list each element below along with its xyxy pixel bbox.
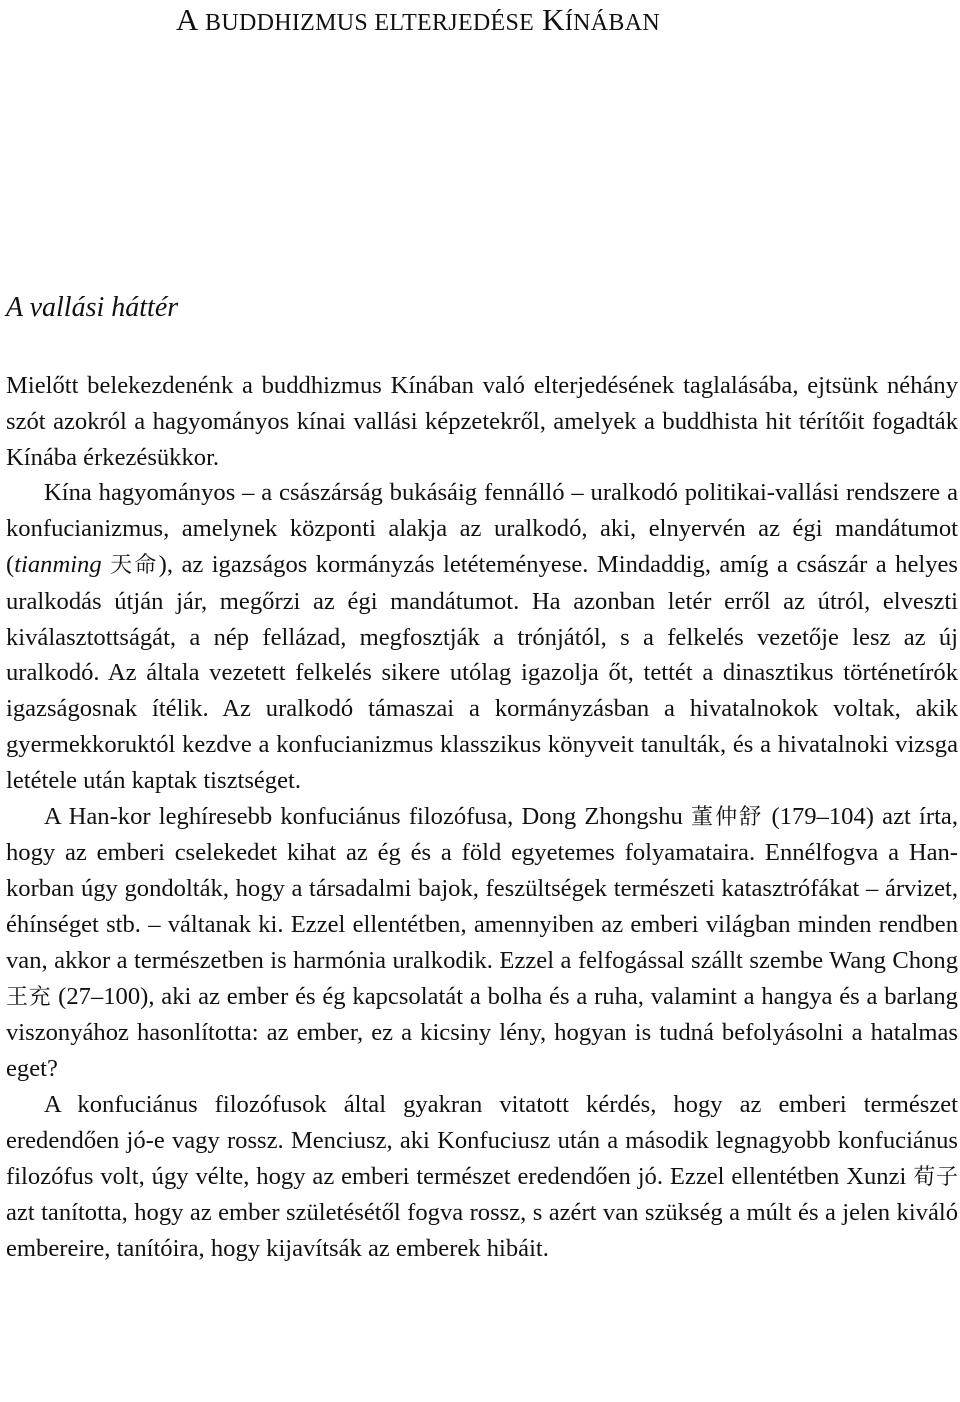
paragraph-3 — [6, 799, 958, 1087]
text-run: Kína hagyományos – a császárság bukásáig fennálló – uralkodó politikai-vallási rendszere a konfucianizmus, amelynek központi alakja az uralkodó, aki, elnyervén az égi mandátumot ( — [6, 479, 958, 578]
chinese-characters: 天命 — [110, 552, 159, 578]
paragraph-2 — [6, 475, 958, 798]
text-run: azt tanította, hogy az ember születésétől fogva rossz, s azért van szükség a múlt és a jelen kiváló embereire, tanítóira, hogy kijavítsák az emberek hibáit. — [6, 1199, 958, 1263]
body-text — [6, 368, 958, 1267]
chinese-characters: 王充 — [6, 984, 52, 1010]
section-title: A vallási háttér — [6, 292, 179, 323]
chapter-title — [176, 2, 660, 38]
text-run: Mielőtt belekezdenénk a buddhizmus Kínában való elterjedésének taglalásába, ejtsünk néhány szót azokról a hagyományos kínai vallási képzetekről, amelyek a buddhista hit térítőit fogadták Kínába érkezésükkor. — [6, 372, 958, 471]
text-run: A Han-kor leghíresebb konfuciánus filozófusa, Dong Zhongshu — [44, 802, 692, 830]
title-part: K — [542, 2, 565, 37]
chinese-characters: 荀子 — [913, 1164, 958, 1190]
chinese-characters: 董仲舒 — [691, 804, 764, 830]
title-part: A — [176, 2, 197, 37]
paragraph-4 — [6, 1087, 958, 1267]
text-run: ), az igazságos kormányzás letéteményese. Mindaddig, amíg a császár a helyes uralkodás útján jár, megőrzi az égi mandátumot. Ha azonban letér erről az útról, elveszti kiválasztottságát, a nép fellázad, megfosztják a trónjától, s a felkelés vezetője lesz az új uralkodó. Az általa vezetett felkelés sikere utólag igazolja őt, tettét a dinasztikus történetírók igazságosnak ítélik. Az uralkodó támaszai a kormányzásban a hivatalnokok voltak, akik gyermekkoruktól kezdve a konfucianizmus klasszikus könyveit tanulták, és a hivatalnoki vizsga letétele után kaptak tisztséget. — [6, 550, 958, 794]
paragraph-1 — [6, 368, 958, 475]
text-run: (27–100), aki az ember és ég kapcsolatát a bolha és a ruha, valamint a hangya és a barlang viszonyához hasonlította: az ember, ez a kicsiny lény, hogyan is tudná befolyásolni a hatalmas eget? — [6, 982, 958, 1083]
term-italic: tianming — [14, 550, 102, 578]
title-part: BUDDHIZMUS ELTERJEDÉSE — [205, 10, 535, 36]
text-run: A konfuciánus filozófusok által gyakran vitatott kérdés, hogy az emberi természet eredendően jó-e vagy rossz. Menciusz, aki Konfuciusz után a második legnagyobb konfuciánus filozófus volt, úgy vélte, hogy az emberi természet eredendően jó. Ezzel ellentétben Xunzi — [6, 1090, 958, 1190]
title-part: ÍNÁBAN — [564, 10, 660, 36]
text-run: (179–104) azt írta, hogy az emberi cselekedet kihat az ég és a föld egyetemes folyamataira. Ennélfogva a Han-korban úgy gondolták, hogy a társadalmi bajok, feszültségek természeti katasztrófákat – árvizet, éhínséget stb. – váltanak ki. Ezzel ellentétben, amennyiben az emberi világban minden rendben van, akkor a természetben is harmónia uralkodik. Ezzel a felfogással szállt szembe Wang Chong — [6, 802, 958, 974]
